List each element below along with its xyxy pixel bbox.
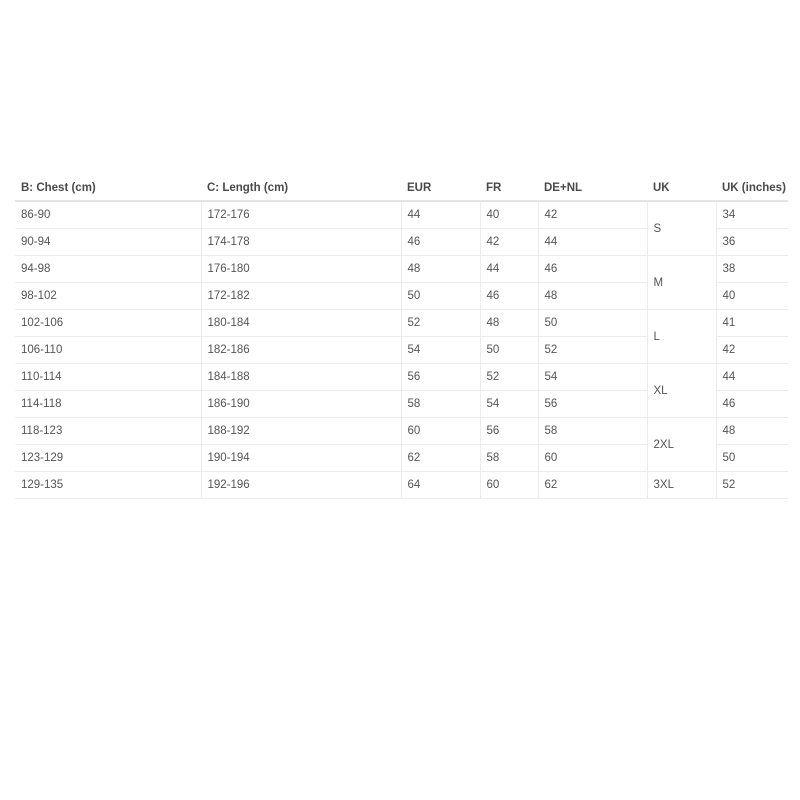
table-row xyxy=(15,472,788,499)
cell-de-nl: 60 xyxy=(538,445,647,472)
cell-chest: 86-90 xyxy=(15,201,201,229)
cell-chest: 110-114 xyxy=(15,364,201,391)
cell-uk-size: L xyxy=(647,310,716,364)
cell-de-nl: 56 xyxy=(538,391,647,418)
cell-fr: 54 xyxy=(480,391,538,418)
cell-length: 188-192 xyxy=(201,418,401,445)
header-uk-inches: UK (inches) xyxy=(716,175,788,201)
cell-fr: 46 xyxy=(480,283,538,310)
cell-chest: 129-135 xyxy=(15,472,201,499)
table-header-row xyxy=(15,175,788,201)
cell-eur: 62 xyxy=(401,445,480,472)
cell-length: 182-186 xyxy=(201,337,401,364)
cell-length: 172-182 xyxy=(201,283,401,310)
cell-uk-inches: 46 xyxy=(716,391,788,418)
cell-uk-inches: 41 xyxy=(716,310,788,337)
table-row xyxy=(15,201,788,229)
cell-fr: 50 xyxy=(480,337,538,364)
cell-uk-inches: 48 xyxy=(716,418,788,445)
cell-fr: 60 xyxy=(480,472,538,499)
cell-eur: 50 xyxy=(401,283,480,310)
cell-length: 184-188 xyxy=(201,364,401,391)
cell-fr: 52 xyxy=(480,364,538,391)
header-length: C: Length (cm) xyxy=(201,175,401,201)
table-row xyxy=(15,364,788,391)
header-chest: B: Chest (cm) xyxy=(15,175,201,201)
cell-uk-size: XL xyxy=(647,364,716,418)
header-uk: UK xyxy=(647,175,716,201)
cell-de-nl: 52 xyxy=(538,337,647,364)
cell-chest: 98-102 xyxy=(15,283,201,310)
cell-eur: 44 xyxy=(401,201,480,229)
cell-de-nl: 50 xyxy=(538,310,647,337)
table-row xyxy=(15,310,788,337)
cell-chest: 118-123 xyxy=(15,418,201,445)
table-row xyxy=(15,256,788,283)
cell-uk-size: M xyxy=(647,256,716,310)
cell-uk-inches: 40 xyxy=(716,283,788,310)
cell-de-nl: 46 xyxy=(538,256,647,283)
cell-chest: 114-118 xyxy=(15,391,201,418)
cell-eur: 64 xyxy=(401,472,480,499)
header-de-nl: DE+NL xyxy=(538,175,647,201)
cell-fr: 40 xyxy=(480,201,538,229)
header-fr: FR xyxy=(480,175,538,201)
cell-fr: 58 xyxy=(480,445,538,472)
cell-uk-inches: 52 xyxy=(716,472,788,499)
cell-de-nl: 54 xyxy=(538,364,647,391)
cell-uk-inches: 42 xyxy=(716,337,788,364)
cell-uk-size: S xyxy=(647,201,716,256)
header-eur: EUR xyxy=(401,175,480,201)
cell-length: 172-176 xyxy=(201,201,401,229)
cell-uk-inches: 34 xyxy=(716,201,788,229)
cell-eur: 54 xyxy=(401,337,480,364)
cell-fr: 44 xyxy=(480,256,538,283)
cell-uk-size: 2XL xyxy=(647,418,716,472)
cell-eur: 60 xyxy=(401,418,480,445)
cell-de-nl: 44 xyxy=(538,229,647,256)
cell-length: 192-196 xyxy=(201,472,401,499)
cell-fr: 56 xyxy=(480,418,538,445)
cell-eur: 46 xyxy=(401,229,480,256)
cell-eur: 48 xyxy=(401,256,480,283)
cell-fr: 48 xyxy=(480,310,538,337)
cell-fr: 42 xyxy=(480,229,538,256)
cell-chest: 106-110 xyxy=(15,337,201,364)
table-row xyxy=(15,418,788,445)
cell-chest: 102-106 xyxy=(15,310,201,337)
cell-uk-inches: 38 xyxy=(716,256,788,283)
cell-uk-size: 3XL xyxy=(647,472,716,499)
cell-de-nl: 62 xyxy=(538,472,647,499)
size-chart-table xyxy=(15,175,788,499)
cell-uk-inches: 44 xyxy=(716,364,788,391)
cell-eur: 52 xyxy=(401,310,480,337)
cell-chest: 94-98 xyxy=(15,256,201,283)
cell-de-nl: 58 xyxy=(538,418,647,445)
cell-length: 190-194 xyxy=(201,445,401,472)
cell-chest: 90-94 xyxy=(15,229,201,256)
cell-length: 186-190 xyxy=(201,391,401,418)
cell-length: 180-184 xyxy=(201,310,401,337)
cell-uk-inches: 36 xyxy=(716,229,788,256)
cell-de-nl: 48 xyxy=(538,283,647,310)
cell-length: 176-180 xyxy=(201,256,401,283)
cell-de-nl: 42 xyxy=(538,201,647,229)
cell-uk-inches: 50 xyxy=(716,445,788,472)
cell-eur: 56 xyxy=(401,364,480,391)
cell-chest: 123-129 xyxy=(15,445,201,472)
cell-length: 174-178 xyxy=(201,229,401,256)
cell-eur: 58 xyxy=(401,391,480,418)
